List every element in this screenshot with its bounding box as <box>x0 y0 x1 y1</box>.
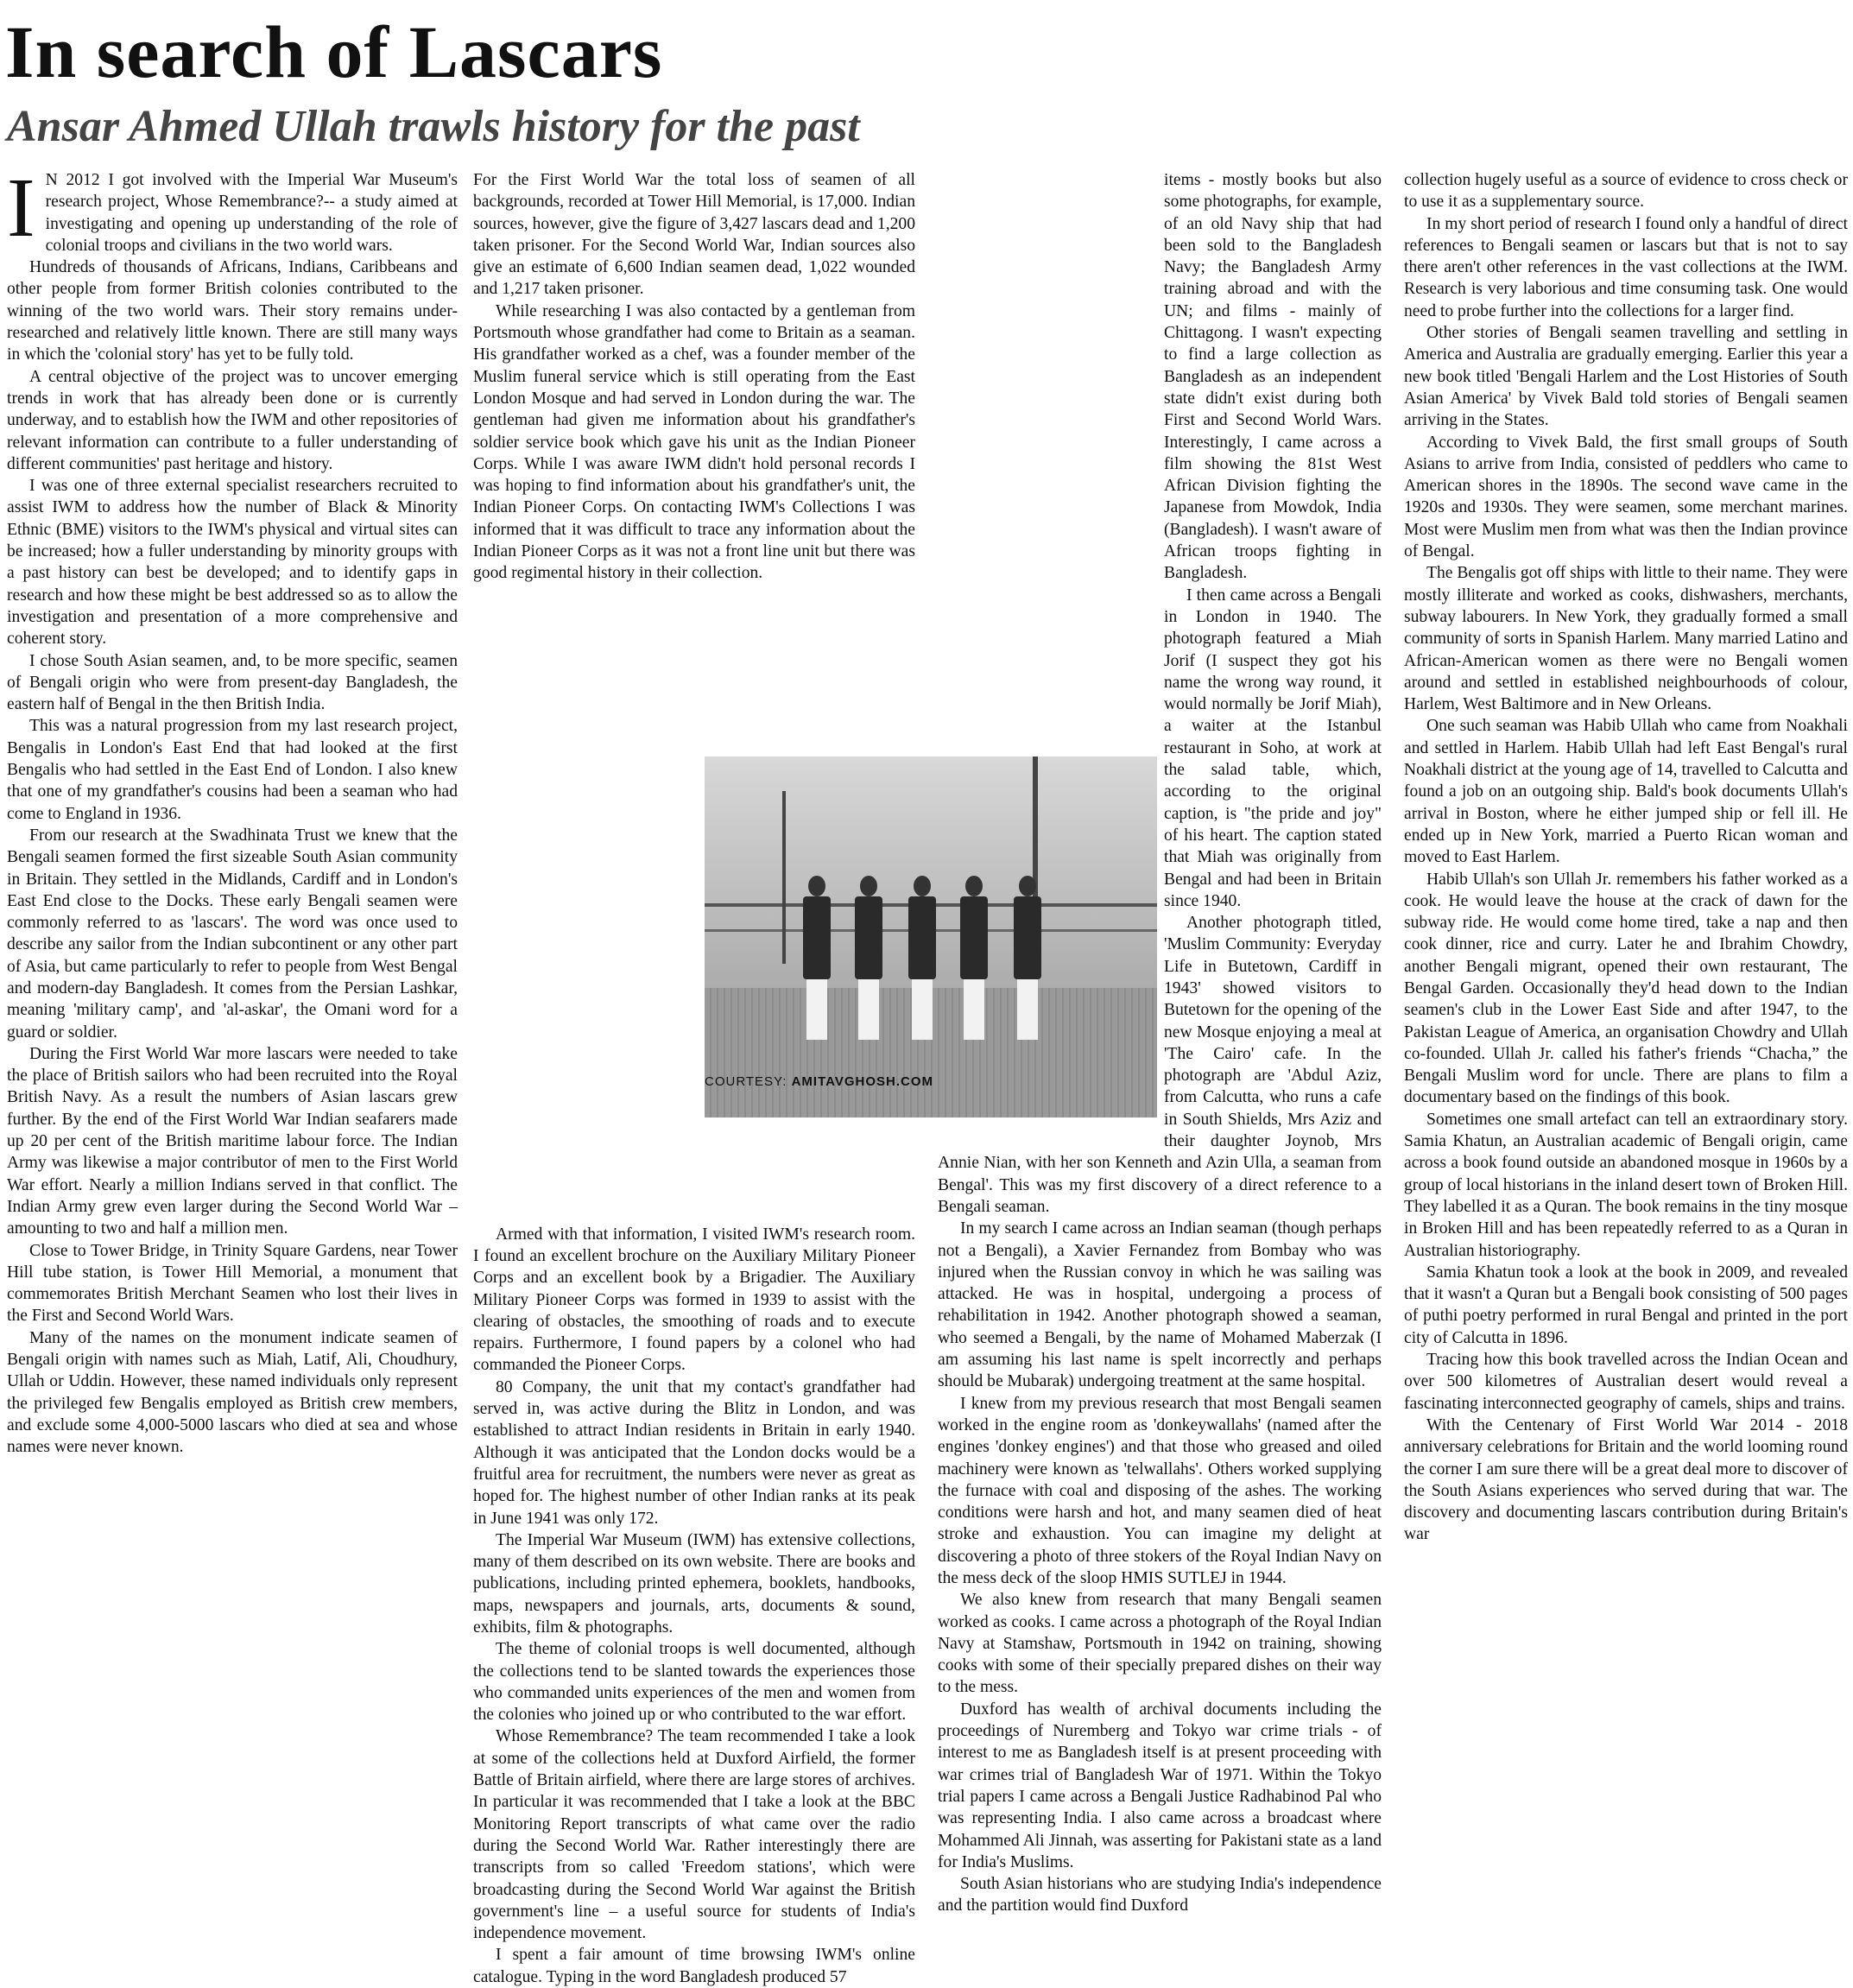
paragraph: According to Vivek Bald, the first small groups of South Asians to arrive from India, consisted of peddlers who came to American shores in the 1890s. The second wave came in the 1920s and 1930s. They were seamen, some merchant marines. Most were Muslim men from what was then the Indian province of Bengal. <box>1404 433 1848 561</box>
drop-cap: I <box>7 161 35 255</box>
paragraph: I chose South Asian seamen, and, to be more specific, seamen of Bengali origin who were from present-day Bangladesh, the eastern half of Bengal in the then British India. <box>7 651 458 714</box>
paragraph: The Imperial War Museum (IWM) has extensive collections, many of them described on its own website. There are books and publications, including printed ephemera, booklets, handbooks, maps, newspapers and journals, arts, documents & sound, exhibits, film & photographs. <box>473 1530 915 1637</box>
paragraph: I then came across a Bengali in London in 1940. The photograph featured a Miah Jorif (I suspect they got his name the wrong way round, it would normally be Jorif Miah), a waiter at the Istanbul restaurant in Soho, at work at the salad table, which, according to the original caption, is "the pride and joy" of his heart. The caption stated that Miah was originally from Bengal and had been in Britain since 1940. <box>1164 586 1382 910</box>
article-column-1 <box>7 161 458 1724</box>
paragraph: I spent a fair amount of time browsing IWM's online catalogue. Typing in the word Bangladesh produced 57 <box>473 1946 915 1986</box>
paragraph: In my search I came across an Indian seaman (though perhaps not a Bengali), a Xavier Fernandez from Bombay who was injured when the Russian convoy in which he was sailing was attacked. He was in hospital, undergoing a process of rehabilitation in 1942. Another photograph showed a seaman, who seemed a Bengali, by the name of Mohamed Maberzak (I am assuming his last name is spelt incorrectly and perhaps should be Mubarak) undergoing treatment at the same hospital. <box>938 1219 1382 1391</box>
photo-credit <box>705 1074 933 1089</box>
paragraph: Whose Remembrance? The team recommended I take a look at some of the collections held at Duxford Airfield, the former Battle of Britain airfield, where there are large stores of archives. In particular it was recommended that I take a look at the BBC Monitoring Report transcripts of what came over the radio during the Second World War. Rather interestingly there are transcripts from so called 'Freedom stations', which were broadcasting during the Second World War against the British government's line – a useful source for students of India's independence movement. <box>473 1727 915 1943</box>
paragraph: collection hugely useful as a source of evidence to cross check or to use it as a supplementary source. <box>1404 171 1848 212</box>
paragraph: During the First World War more lascars were needed to take the place of British sailors who had been recruited into the Royal British Navy. As a result the numbers of Asian lascars grew further. By the end of the First World War Indian seafarers made up 20 per cent of the British maritime labour force. The Indian Army was likewise a major contributor of men to the First World War effort. Nearly a million Indians served in that conflict. The Indian Army grew even larger during the Second World War – amounting to two and half a million men. <box>7 1044 458 1238</box>
paragraph: From our research at the Swadhinata Trust we knew that the Bengali seamen formed the first sizeable South Asian community in Britain. They settled in the Midlands, Cardiff and in London's East End close to the Docks. These early Bengali seamen were commonly referred to as 'lascars'. The word was once used to describe any sailor from the Indian subcontinent or any other part of Asia, but came particularly to refer to people from West Bengal and modern-day Bangladesh. It comes from the Persian Lashkar, meaning 'military camp', and 'al-askar', the Omani word for a guard or soldier. <box>7 826 458 1041</box>
photo-credit-source: AMITAVGHOSH.COM <box>791 1074 934 1089</box>
paragraph: Armed with that information, I visited IWM's research room. I found an excellent brochure on the Auxiliary Military Pioneer Corps and an excellent book by a Brigadier. The Auxiliary Military Pioneer Corps was formed in 1939 to assist with the clearing of obstacles, the smoothing of roads and to execute repairs. Furthermore, I found papers by a colonel who had commanded the Pioneer Corps. <box>473 1225 915 1375</box>
paragraph: Habib Ullah's son Ullah Jr. remembers his father worked as a cook. He would leave the house at the crack of dawn for the subway ride. He would come home tired, take a nap and then cook dinner, rice and curry. Later he and Ibrahim Chowdry, another Bengali migrant, opened their own restaurant, The Bengal Garden. Occasionally they'd head down to the Indian seamen's club in the Lower East Side and after 1947, to the Pakistan League of America, an organisation Chowdry and Ullah co-founded. Ullah Jr. called his father's friends “Chacha,” the Bengali Muslim word for uncle. There are plans to film a documentary based on the findings of this book. <box>1404 870 1848 1107</box>
paragraph: I N 2012 I got involved with the Imperial War Museum's research project, Whose Remembrance?-- a study aimed at investigating and opening up understanding of the role of colonial troops and civilians in the two world wars. <box>7 161 458 255</box>
paragraph: Samia Khatun took a look at the book in 2009, and revealed that it wasn't a Quran but a Bengali book consisting of 500 pages of puthi poetry performed in rural Bengal and printed in the port city of Calcutta in 1896. <box>1404 1263 1848 1347</box>
paragraph: I knew from my previous research that most Bengali seamen worked in the engine room as 'donkeywallahs' (named after the engines 'donkey engines') and that those who greased and oiled machinery were known as 'telwallahs'. Others worked supplying the furnace with coal and disposing of the ashes. The working conditions were harsh and hot, and many seamen died of heat stroke and exhaustion. You can imagine my delight at discovering a photo of three stokers of the Royal Indian Navy on the mess deck of the sloop HMIS SUTLEJ in 1944. <box>938 1394 1382 1587</box>
paragraph: Tracing how this book travelled across the Indian Ocean and over 500 kilometres of Australian desert would reveal a fascinating interconnected geography of camels, ships and trains. <box>1404 1351 1848 1413</box>
paragraph: We also knew from research that many Bengali seamen worked as cooks. I came across a photograph of the Royal Indian Navy at Stamshaw, Portsmouth in 1942 on training, showing cooks with some of their specially prepared dishes on their way to the mess. <box>938 1591 1382 1697</box>
paragraph: The Bengalis got off ships with little to their name. They were mostly illiterate and worked as cooks, dishwashers, merchants, subway labourers. In New York, they gradually formed a small community of sorts in Spanish Harlem. Many married Latino and African-American women as there were no Bengali women around and settled in established neighbourhoods of colour, Harlem, West Baltimore and in New Orleans. <box>1404 564 1848 714</box>
paragraph: Many of the names on the monument indicate seamen of Bengali origin with names such as Miah, Latif, Ali, Choudhury, Ullah or Uddin. However, these named individuals only represent the privileged few Bengalis employed as British crew members, and exclude some 4,000-5000 lascars who died at sea and whose names were never known. <box>7 1328 458 1457</box>
photo-credit-label: COURTESY: <box>705 1074 787 1089</box>
paragraph: Hundreds of thousands of Africans, Indians, Caribbeans and other people from former British colonies contributed to the winning of the two world wars. Their story remains under-researched and relatively little known. There are still many ways in which the 'colonial story' has yet to be fully told. <box>7 258 458 364</box>
byline: Ansar Ahmed Ullah trawls history for the past <box>7 102 860 151</box>
headline: In search of Lascars <box>5 10 663 93</box>
paragraph: Sometimes one small artefact can tell an extraordinary story. Samia Khatun, an Australian academic of Bengali origin, came across a book found outside an abandoned mosque in 1960s by a group of local historians in the inland desert town of Broken Hill. They labelled it as a Quran. The book remains in the tiny mosque in Broken Hill and has been repeatedly referred to as a Quran in Australian historiography. <box>1404 1110 1848 1260</box>
paragraph: One such seaman was Habib Ullah who came from Noakhali and settled in Harlem. Habib Ullah had left East Bengal's rural Noakhali district at the young age of 14, travelled to Calcutta and found a job on an outgoing ship. Bald's book documents Ullah's arrival in Boston, where he either jumped ship or fell ill. He ended up in New York, married a Puerto Rican woman and moved to East Harlem. <box>1404 717 1848 867</box>
paragraph: Another photograph titled, 'Muslim Community: Everyday Life in Butetown, Cardiff in 1943' showed visitors to Butetown for the opening of the new Mosque enjoying a meal at 'The Cairo' cafe. In the photograph are 'Abdul Aziz, from Calcutta, who runs a cafe in South Shields, Mrs Aziz and their daughter Joynob, Mrs Annie Nian, with her son Kenneth and Azin Ulla, a seaman from Bengal'. This was my first discovery of a direct reference to a Bengali seaman. <box>938 914 1382 1216</box>
lascars-photo <box>705 757 1157 1117</box>
paragraph: South Asian historians who are studying India's independence and the partition would find Duxford <box>938 1875 1382 1915</box>
paragraph: Duxford has wealth of archival documents including the proceedings of Nuremberg and Tokyo war crime trials - of interest to me as Bangladesh itself is at present proceeding with war crimes trial of Bangladesh War of 1971. Within the Tokyo trial papers I came across a Bengali Justice Radhabinod Pal who was representing India. I also came across a broadcast where Mohammed Ali Jinnah, was asserting for Pakistani state as a land for India's Muslims. <box>938 1700 1382 1871</box>
article-column-4 <box>1404 169 1848 1724</box>
paragraph: In my short period of research I found only a handful of direct references to Bengali seamen or lascars but that is not to say there aren't other references in the vast collections at the IWM. Research is very laborious and time consuming task. One would need to probe further into the collections for a larger find. <box>1404 214 1848 320</box>
paragraph: Close to Tower Bridge, in Trinity Square Gardens, near Tower Hill tube station, is Tower Hill Memorial, a monument that commemorates British Merchant Seamen who lost their lives in the First and Second World Wars. <box>7 1241 458 1326</box>
paragraph: A central objective of the project was to uncover emerging trends in work that has already been done or is currently underway, and to establish how the IWM and other repositories of relevant information can contribute to a fuller understanding of different communities' past heritage and history. <box>7 367 458 473</box>
paragraph: Other stories of Bengali seamen travelling and settling in America and Australia are gradually emerging. Earlier this year a new book titled 'Bengali Harlem and the Lost Histories of South Asian America' by Vivek Bald told stories of Bengali seamen arriving in the States. <box>1404 324 1848 430</box>
paragraph: For the First World War the total loss of seamen of all backgrounds, recorded at Tower Hill Memorial, is 17,000. Indian sources, however, give the figure of 3,427 lascars dead and 1,200 taken prisoner. For the Second World War, Indian sources also give an estimate of 6,600 Indian seamen dead, 1,022 wounded and 1,217 taken prisoner. <box>473 171 915 299</box>
paragraph: While researching I was also contacted by a gentleman from Portsmouth whose grandfather had come to Britain as a seaman. His grandfather worked as a chef, was a founder member of the Muslim funeral service which is still operating from the East London Mosque and had served in London during the war. The gentleman had given me information about his grandfather's soldier service book which gave his unit as the Indian Pioneer Corps. While I was aware IWM didn't hold personal records I was hoping to find information about his grandfather's unit, the Indian Pioneer Corps. On contacting IWM's Collections I was informed that it was difficult to trace any information about the Indian Pioneer Corps as it was not a front line unit but there was good regimental history in their collection. <box>473 301 915 583</box>
paragraph: With the Centenary of First World War 2014 - 2018 anniversary celebrations for Britain and the world looming round the corner I am sure there will be a great deal more to discover of the South Asians experiences who served during that war. The discovery and documenting lascars contribution during Britain's war <box>1404 1415 1848 1544</box>
paragraph: items - mostly books but also some photographs, for example, of an old Navy ship that had been sold to the Bangladesh Navy; the Bangladesh Army training abroad and with the UN; and films - mainly of Chittagong. I wasn't expecting to find a large collection as Bangladesh as an independent state didn't exist during both First and Second World Wars. Interestingly, I came across a film showing the 81st West African Division fighting the Japanese from Mowdok, India (Bangladesh). I wasn't aware of African troops fighting in Bangladesh. <box>1164 171 1382 583</box>
paragraph: The theme of colonial troops is well documented, although the collections tend to be slanted towards the experiences those who commanded units experiences of the men and women from the colonies who joined up or who contributed to the war effort. <box>473 1640 915 1725</box>
paragraph: This was a natural progression from my last research project, Bengalis in London's East End that had looked at the first Bengalis who had settled in the East End of London. I also knew that one of my grandfather's cousins had been a seaman who had come to England in 1936. <box>7 717 458 823</box>
paragraph: I was one of three external specialist researchers recruited to assist IWM to address how the number of Black & Minority Ethnic (BME) visitors to the IWM's physical and virtual sites can be increased; how a fuller understanding by minority groups with a past history can best be developed; and to identify gaps in research and how these might be best addressed so as to allow the investigation and presentation of a more comprehensive and coherent story. <box>7 477 458 649</box>
paragraph: 80 Company, the unit that my contact's grandfather had served in, was active during the Blitz in London, and was established to attract Indian residents in Britain in early 1940. Although it was anticipated that the London docks would be a fruitful area for recruitment, the numbers were never as great as hoped for. The highest number of other Indian ranks at its peak in June 1941 was only 172. <box>473 1377 915 1528</box>
